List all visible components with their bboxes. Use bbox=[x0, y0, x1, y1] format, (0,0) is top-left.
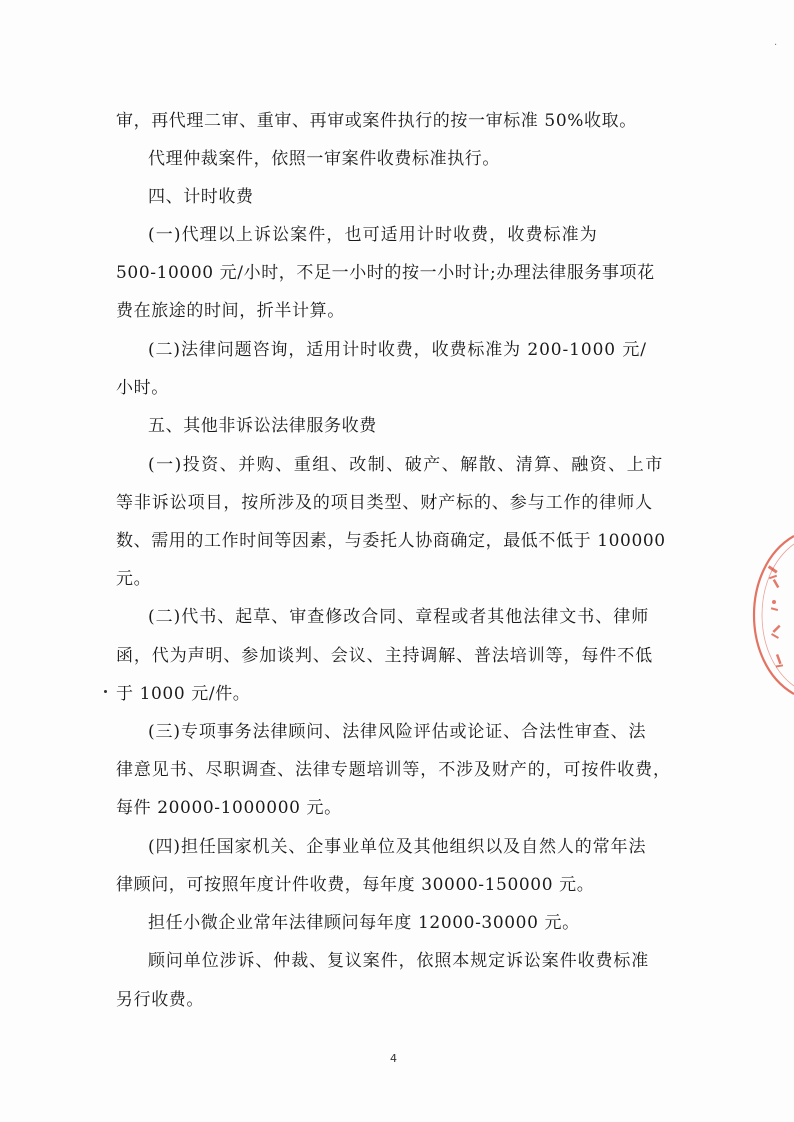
scan-dot-mark bbox=[104, 690, 107, 693]
text-line: (四)担任国家机关、企事业单位及其他组织以及自然人的常年法 bbox=[148, 837, 647, 857]
text-line: 小时。 bbox=[116, 378, 169, 398]
text-line: 担任小微企业常年法律顾问每年度 12000-30000 元。 bbox=[148, 913, 580, 933]
text-line: 每件 20000-1000000 元。 bbox=[116, 798, 342, 818]
text-line: 等非诉讼项目，按所涉及的项目类型、财产标的、参与工作的律师人 bbox=[116, 493, 653, 513]
red-seal-stamp bbox=[738, 530, 794, 700]
text-line: 审，再代理二审、重审、再审或案件执行的按一审标准 50%收取。 bbox=[116, 111, 637, 131]
text-line: 代理仲裁案件，依照一审案件收费标准执行。 bbox=[148, 149, 500, 169]
text-line: 顾问单位涉诉、仲裁、复议案件，依照本规定诉讼案件收费标准 bbox=[148, 951, 650, 971]
text-line: 于 1000 元/件。 bbox=[116, 684, 251, 704]
text-line: 律顾问，可按照年度计件收费，每年度 30000-150000 元。 bbox=[116, 875, 595, 895]
text-line: (二)法律问题咨询，适用计时收费，收费标准为 200-1000 元/ bbox=[148, 340, 647, 360]
text-line: 元。 bbox=[116, 569, 152, 589]
scan-edge-mark: · bbox=[774, 40, 778, 51]
page-number: 4 bbox=[390, 1052, 397, 1065]
section-heading-other-services: 五、其他非诉讼法律服务收费 bbox=[148, 416, 377, 436]
text-line: (一)代理以上诉讼案件，也可适用计时收费，收费标准为 bbox=[148, 225, 598, 245]
text-line: 另行收费。 bbox=[116, 990, 204, 1010]
text-line: (三)专项事务法律顾问、法律风险评估或论证、合法性审查、法 bbox=[148, 722, 647, 742]
text-line: (二)代书、起草、审查修改合同、章程或者其他法律文书、律师 bbox=[148, 607, 650, 627]
text-line: 函，代为声明、参加谈判、会议、主持调解、普法培训等，每件不低 bbox=[116, 646, 653, 666]
text-line: 500-10000 元/小时，不足一小时的按一小时计;办理法律服务事项花 bbox=[116, 263, 655, 283]
text-line: (一)投资、并购、重组、改制、破产、解散、清算、融资、上市 bbox=[148, 455, 664, 475]
section-heading-timed-fees: 四、计时收费 bbox=[148, 187, 254, 207]
text-line: 律意见书、尽职调查、法律专题培训等，不涉及财产的，可按件收费， bbox=[116, 760, 671, 780]
text-line: 费在旅途的时间，折半计算。 bbox=[116, 301, 345, 321]
text-line: 数、需用的工作时间等因素，与委托人协商确定，最低不低于 100000 bbox=[116, 531, 666, 551]
